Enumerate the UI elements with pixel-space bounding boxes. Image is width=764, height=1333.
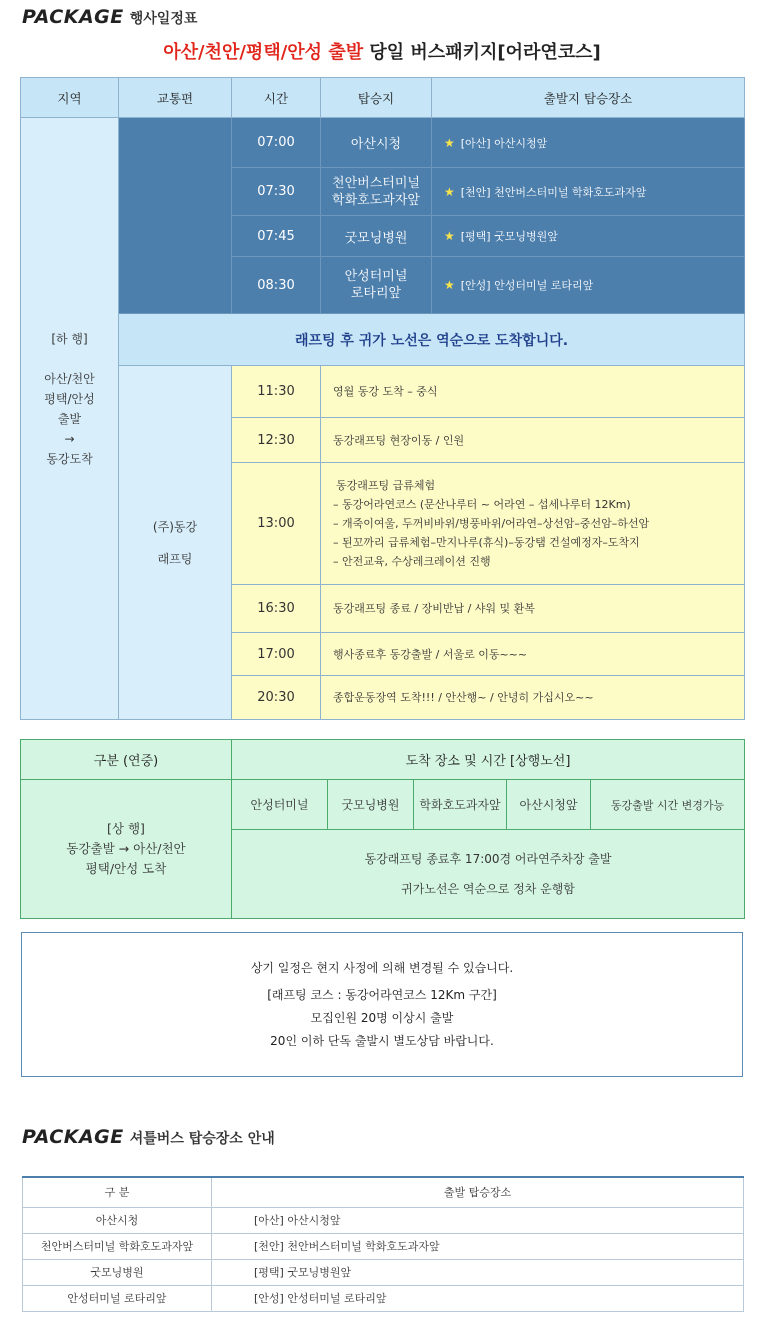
shuttle-place: [평택] 굿모닝병원앞: [212, 1259, 744, 1285]
section-title-schedule: [22, 6, 197, 28]
note-line: 모집인원 20명 이상시 출발: [310, 1011, 454, 1025]
region-line: 출발: [57, 411, 82, 426]
section-subtitle: 셔틀버스 탑승장소 안내: [129, 1131, 275, 1147]
event-desc-line: 동강래프팅 급류체험: [336, 479, 436, 492]
return-stop: 굿모닝병원: [328, 780, 414, 830]
notice-row: [21, 314, 745, 366]
star-icon: ★: [444, 135, 455, 150]
pickup-time: 07:00: [232, 118, 321, 168]
pickup-place-line: 천안버스터미널: [332, 175, 420, 191]
shuttle-name: 천안버스터미널 학화호도과자앞: [23, 1233, 212, 1259]
shuttle-name: 아산시청: [23, 1207, 212, 1233]
return-direction: [상 행]: [107, 821, 145, 836]
package-logo-text: PACKAGE: [22, 1126, 124, 1148]
header-transport: 교통편: [119, 78, 232, 118]
return-stops-row: [21, 780, 745, 830]
shuttle-row: [23, 1233, 744, 1259]
region-line: 아산/천안: [44, 371, 95, 386]
agency-cell: [119, 366, 232, 720]
pickup-place-line: 굿모닝병원: [344, 230, 408, 246]
transport-cell: [119, 118, 232, 314]
region-line: 평택/안성: [44, 391, 95, 406]
title-package: 당일 버스패키지[어라연코스]: [363, 42, 601, 63]
event-time: 17:00: [232, 633, 321, 676]
event-desc: [321, 418, 745, 463]
title-route: 아산/천안/평택/안성 출발: [163, 42, 364, 63]
region-direction: [하 행]: [51, 331, 88, 346]
pickup-detail-text: [평택] 굿모닝병원앞: [460, 230, 558, 243]
event-desc-line: – 된꼬까리 급류체험–만지나루(휴식)–동강탬 건설예정자–도착지: [333, 536, 640, 549]
note-line: [래프팅 코스 : 동강어라연코스 12Km 구간]: [267, 988, 497, 1002]
return-note-line: 동강래프팅 종료후 17:00경 어라연주차장 출발: [364, 852, 612, 866]
return-stop: 학화호도과자앞: [414, 780, 507, 830]
note-line: 20인 이하 단독 출발시 별도상담 바랍니다.: [270, 1034, 494, 1048]
shuttle-name: 굿모닝병원: [23, 1259, 212, 1285]
shuttle-place: [아산] 아산시청앞: [212, 1207, 744, 1233]
region-line: 동강도착: [46, 451, 93, 466]
event-time: 12:30: [232, 418, 321, 463]
notes-box: [21, 932, 743, 1077]
event-desc: [321, 585, 745, 633]
star-icon: ★: [444, 229, 455, 243]
return-header-category: 구분 (연중): [21, 740, 232, 780]
event-desc: [321, 633, 745, 676]
star-icon: ★: [444, 184, 455, 199]
pickup-detail-text: [안성] 안성터미널 로타리앞: [460, 279, 594, 292]
pickup-detail: [432, 257, 745, 314]
event-desc-line: 영월 동강 도착 – 중식: [333, 385, 438, 398]
schedule-header-row: [21, 78, 745, 118]
pickup-place-line: 로타리앞: [350, 286, 402, 301]
pickup-detail: [432, 216, 745, 257]
event-desc-line: 행사종료후 동강출발 / 서울로 이동~~~: [333, 647, 528, 661]
return-header-arrival: 도착 장소 및 시간 [상행노선]: [232, 740, 745, 780]
pickup-place-line: 아산시청: [350, 137, 402, 152]
event-time: 20:30: [232, 676, 321, 720]
event-desc-line: – 동강어라연코스 (문산나루터 ~ 어라연 – 섭세나루터 12Km): [333, 498, 631, 511]
event-desc: [321, 366, 745, 418]
event-time: 16:30: [232, 585, 321, 633]
pickup-place: [321, 216, 432, 257]
shuttle-place: [안성] 안성터미널 로타리앞: [212, 1285, 744, 1311]
return-direction: 평택/안성 도착: [85, 861, 167, 876]
star-icon: ★: [444, 278, 455, 292]
arrow-icon: →: [64, 431, 75, 446]
pickup-time: 07:45: [232, 216, 321, 257]
pickup-place: [321, 118, 432, 168]
pickup-place: [321, 168, 432, 216]
shuttle-row: [23, 1207, 744, 1233]
return-route-table: [20, 739, 745, 919]
return-note: [232, 830, 745, 919]
return-direction: 동강출발 → 아산/천안: [66, 841, 186, 856]
agency-name: 래프팅: [157, 551, 193, 566]
return-stop: 아산시청앞: [507, 780, 591, 830]
header-region: 지역: [21, 78, 119, 118]
event-desc-line: 종합운동장역 도착!!! / 안산행~ / 안녕히 가십시오~~: [333, 691, 594, 704]
pickup-place: [321, 257, 432, 314]
note-line: 상기 일정은 현지 사정에 의해 변경될 수 있습니다.: [250, 961, 514, 975]
shuttle-row: [23, 1259, 744, 1285]
event-desc: [321, 676, 745, 720]
pickup-detail-text: [아산] 아산시청앞: [460, 136, 548, 150]
return-route-notice: 래프팅 후 귀가 노선은 역순으로 도착합니다.: [119, 314, 745, 366]
section-title-shuttle: [22, 1126, 275, 1148]
event-desc: [321, 463, 745, 585]
shuttle-place: [천안] 천안버스터미널 학화호도과자앞: [212, 1233, 744, 1259]
shuttle-table: [22, 1176, 744, 1312]
event-desc-line: – 안전교육, 수상레크레이션 진행: [333, 555, 491, 568]
pickup-place-line: 학화호도과자앞: [332, 192, 420, 208]
event-time: 13:00: [232, 463, 321, 585]
header-boarding: 탑승지: [321, 78, 432, 118]
pickup-detail: [432, 168, 745, 216]
pickup-detail-text: [천안] 천안버스터미널 학화호도과자앞: [460, 185, 647, 199]
return-stop: 동강출발 시간 변경가능: [591, 780, 745, 830]
return-stop: 안성터미널: [232, 780, 328, 830]
shuttle-header-location: 출발 탑승장소: [212, 1177, 744, 1207]
event-row: [21, 366, 745, 418]
pickup-place-line: 안성터미널: [344, 269, 408, 284]
page-title: [0, 38, 764, 64]
event-desc-line: – 개죽이여울, 두꺼비바위/병풍바위/어라연–상선암–중선암–하선암: [333, 517, 650, 530]
agency-name: (주)동강: [152, 519, 198, 534]
return-header-row: [21, 740, 745, 780]
pickup-row: [21, 118, 745, 168]
header-time: 시간: [232, 78, 321, 118]
event-desc-line: 동강래프팅 종료 / 장비반납 / 샤워 및 환복: [333, 602, 535, 615]
header-pickup-location: 출발지 탑승장소: [432, 78, 745, 118]
shuttle-row: [23, 1285, 744, 1311]
return-direction-cell: [21, 780, 232, 919]
section-subtitle: 행사일정표: [129, 11, 198, 27]
shuttle-header-category: 구 분: [23, 1177, 212, 1207]
event-desc-line: 동강래프팅 현장이동 / 인원: [333, 433, 465, 447]
package-logo-text: PACKAGE: [22, 6, 124, 28]
pickup-detail: [432, 118, 745, 168]
schedule-table: [20, 77, 745, 720]
event-time: 11:30: [232, 366, 321, 418]
shuttle-name: 안성터미널 로타리앞: [23, 1285, 212, 1311]
return-note-line: 귀가노선은 역순으로 정차 운행함: [401, 882, 575, 896]
shuttle-header-row: [23, 1177, 744, 1207]
pickup-time: 07:30: [232, 168, 321, 216]
pickup-time: 08:30: [232, 257, 321, 314]
region-cell: [21, 118, 119, 720]
